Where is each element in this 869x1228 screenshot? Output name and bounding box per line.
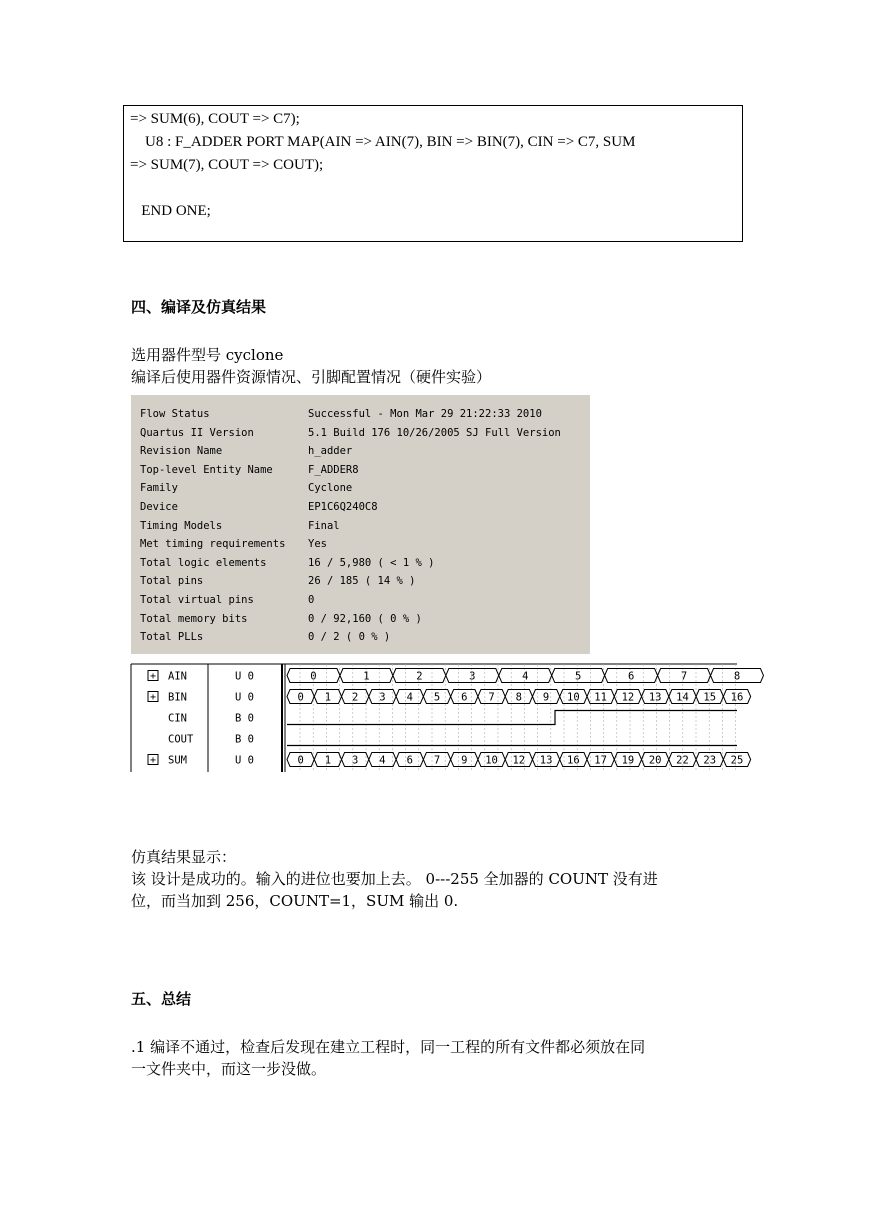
summary-key: Device [140,501,178,513]
signal-value: B 0 [235,733,254,746]
summary-key: Total memory bits [140,612,248,625]
signal-name: SUM [168,754,187,767]
summary-key: Top-level Entity Name [140,463,273,476]
summary-value: 0 [308,594,315,606]
bus-value-label: 3 [379,691,386,704]
summary-key: Total logic elements [140,556,267,569]
summary-line: 一文件夹中，而这一步没做。 [131,1060,327,1078]
summary-key: Family [140,482,178,495]
bus-value-label: 4 [379,754,386,767]
section-heading: 五、总结 [131,990,192,1008]
result-line: 该 设计是成功的。输入的进位也要加上去。 0---255 全加器的 COUNT 没有进 [131,870,658,888]
bus-value-label: 11 [594,691,607,704]
code-box [123,105,743,242]
bus-value-label: 0 [310,670,317,683]
bus-value-label: 19 [621,754,635,767]
bus-value-label: 5 [575,670,582,683]
bus-value-label: 4 [406,691,413,704]
bus-value-label: 8 [515,691,522,704]
bus-value-label: 25 [730,754,744,767]
summary-line: .1 编译不通过，检查后发现在建立工程时，同一工程的所有文件都必须放在同 [131,1038,646,1056]
device-line: 选用器件型号 cyclone [131,346,284,364]
summary-value: 26 / 185 ( 14 % ) [308,575,416,588]
bus-value-label: 16 [730,691,744,704]
usage-line: 编译后使用器件资源情况、引脚配置情况（硬件实验） [131,368,492,386]
bus-value-label: 12 [512,754,526,767]
summary-value: Yes [308,538,327,551]
summary-key: Timing Models [140,519,223,532]
bus-value-label: 2 [416,670,423,683]
result-line: 位，而当加到 256，COUNT=1，SUM 输出 0. [131,892,459,910]
bus-value-label: 0 [297,754,304,767]
bus-value-label: 22 [676,754,689,767]
signal-value: U 0 [235,670,254,683]
signal-name: COUT [168,733,194,746]
bus-value-label: 23 [703,754,717,767]
signal-value: B 0 [235,712,254,725]
signal-name: BIN [168,691,187,704]
signal-name: AIN [168,670,187,683]
code-line: END ONE; [130,203,211,219]
summary-value: 16 / 5,980 ( < 1 % ) [308,556,435,569]
waveform-svg [131,662,744,772]
bus-value-label: 10 [485,754,498,767]
bus-value-label: 6 [627,670,635,683]
summary-value: F_ADDER8 [308,463,359,476]
bus-value-label: 1 [324,691,332,704]
bus-value-label: 3 [469,670,476,683]
bus-value-label: 10 [567,691,580,704]
summary-value: 0 / 2 ( 0 % ) [308,631,391,644]
bus-value-label: 7 [433,754,441,767]
summary-value: 5.1 Build 176 10/26/2005 SJ Full Version [308,426,561,439]
bus-value-label: 13 [648,691,662,704]
code-line: U8 : F_ADDER PORT MAP(AIN => AIN(7), BIN => BIN(7), CIN => C7, SUM [130,134,636,150]
summary-value: Cyclone [308,482,353,495]
bus-value-label: 8 [733,670,741,683]
bus-value-label: 9 [542,691,550,704]
summary-key: Revision Name [140,445,223,458]
bus-value-label: 12 [621,691,635,704]
summary-key: Flow Status [140,408,210,420]
bus-value-label: 7 [680,670,688,683]
code-line: => SUM(7), COUT => COUT); [130,157,324,173]
section-heading: 四、编译及仿真结果 [131,298,267,316]
summary-key: Total PLLs [140,631,204,644]
summary-key: Quartus II Version [140,426,254,439]
bus-value-label: 13 [539,754,553,767]
bus-value-label: 17 [594,754,607,767]
signal-value: U 0 [235,691,254,704]
bus-value-label: 20 [648,754,662,767]
expand-icon-glyph: + [149,755,157,766]
summary-value: 0 / 92,160 ( 0 % ) [308,612,422,625]
expand-icon-glyph: + [149,692,157,703]
bus-value-label: 9 [461,754,468,767]
signal-name: CIN [168,712,187,725]
summary-value: EP1C6Q240C8 [308,501,378,513]
signal-value: U 0 [235,754,254,767]
summary-key: Met timing requirements [140,538,286,551]
summary-value: Final [308,519,340,532]
bus-value-label: 1 [324,754,332,767]
result-title: 仿真结果显示： [131,848,237,866]
bus-value-label: 3 [352,754,359,767]
bus-value-label: 5 [433,691,441,704]
bus-value-label: 2 [352,691,359,704]
expand-icon-glyph: + [149,671,157,682]
summary-value: h_adder [308,445,353,458]
code-line: => SUM(6), COUT => C7); [130,111,300,127]
waveform-panel [131,662,744,772]
summary-value: Successful - Mon Mar 29 21:22:33 2010 [308,408,542,420]
bus-value-label: 0 [297,691,304,704]
bus-value-label: 1 [363,670,370,683]
bus-value-label: 16 [567,754,580,767]
summary-key: Total pins [140,575,204,588]
bus-value-label: 6 [461,691,468,704]
bus-value-label: 14 [676,691,689,704]
compilation-summary-panel [131,395,590,654]
bus-value-label: 7 [488,691,495,704]
bus-value-label: 15 [703,691,717,704]
summary-key: Total virtual pins [140,594,254,606]
bus-value-label: 4 [522,670,529,683]
bus-value-label: 6 [406,754,413,767]
